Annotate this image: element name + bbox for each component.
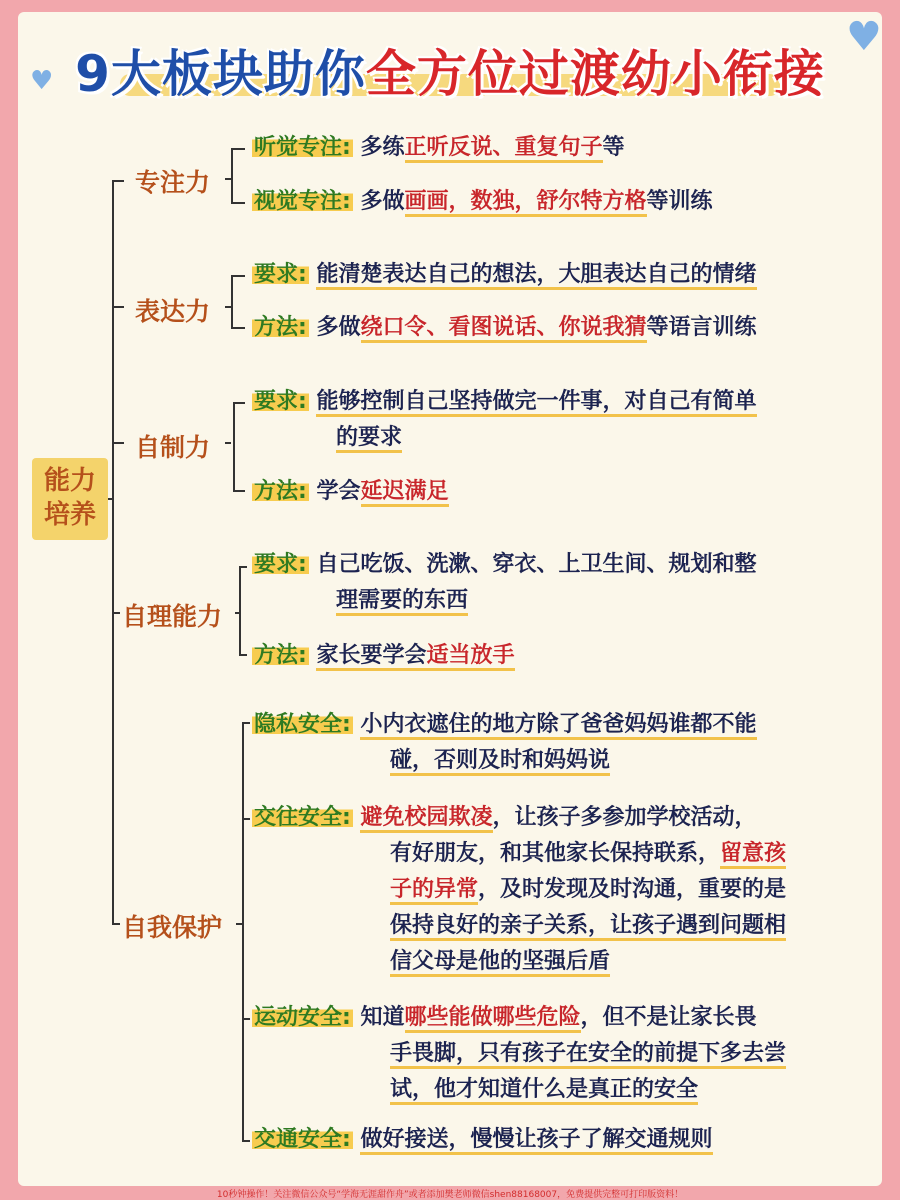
branch-expression: 表达力 bbox=[135, 297, 211, 326]
page-title: 9大板块助你全方位过渡幼小衔接 bbox=[75, 45, 825, 103]
branch-selfcontrol: 自制力 bbox=[135, 433, 211, 462]
footer-note: 10秒钟操作！关注微信公众号“学海无涯甜作舟”或者添加樊老师微信shen88168007，免费提供完整可打印版资料！ bbox=[216, 1190, 684, 1200]
branch-selfprotect: 自我保护 bbox=[122, 913, 223, 942]
trunk-line bbox=[112, 180, 114, 925]
root-node: 能力 培养 bbox=[32, 458, 108, 540]
expression-requirement: 要求: 能清楚表达自己的想法，大胆表达自己的情绪 bbox=[252, 257, 757, 293]
selfcontrol-method: 方法: 学会延迟满足 bbox=[252, 474, 449, 510]
sport-safety: 运动安全: 知道哪些能做哪些危险，但不是让家长畏 手畏脚，只有孩子在安全的前提下多去尝 试，他才知道什么是真正的安全 bbox=[252, 1000, 786, 1108]
social-safety: 交往安全: 避免校园欺凌，让孩子多参加学校活动， 有好朋友，和其他家长保持联系，留意孩 子的异常，及时发现及时沟通，重要的是 保持良好的亲子关系，让孩子遇到问题相 信父母是他的坚强后盾 bbox=[252, 800, 786, 980]
privacy-safety: 隐私安全: 小内衣遮住的地方除了爸爸妈妈谁都不能 碰，否则及时和妈妈说 bbox=[252, 707, 757, 779]
focus-auditory: 听觉专注: 多练正听反说、重复句子等 bbox=[252, 130, 625, 166]
traffic-safety: 交通安全: 做好接送，慢慢让孩子了解交通规则 bbox=[252, 1122, 713, 1158]
heart-icon-right: ♥ bbox=[846, 14, 882, 60]
heart-icon-left: ♥ bbox=[30, 66, 54, 96]
selfcontrol-requirement: 要求: 能够控制自己坚持做完一件事，对自己有简单 的要求 bbox=[252, 384, 757, 456]
selfcare-requirement: 要求: 自己吃饭、洗漱、穿衣、上卫生间、规划和整 理需要的东西 bbox=[252, 547, 757, 619]
selfcare-method: 方法: 家长要学会适当放手 bbox=[252, 638, 515, 674]
expression-method: 方法: 多做绕口令、看图说话、你说我猜等语言训练 bbox=[252, 310, 757, 346]
focus-visual: 视觉专注: 多做画画，数独，舒尔特方格等训练 bbox=[252, 184, 713, 220]
branch-selfcare: 自理能力 bbox=[122, 602, 223, 631]
branch-focus: 专注力 bbox=[135, 168, 211, 197]
